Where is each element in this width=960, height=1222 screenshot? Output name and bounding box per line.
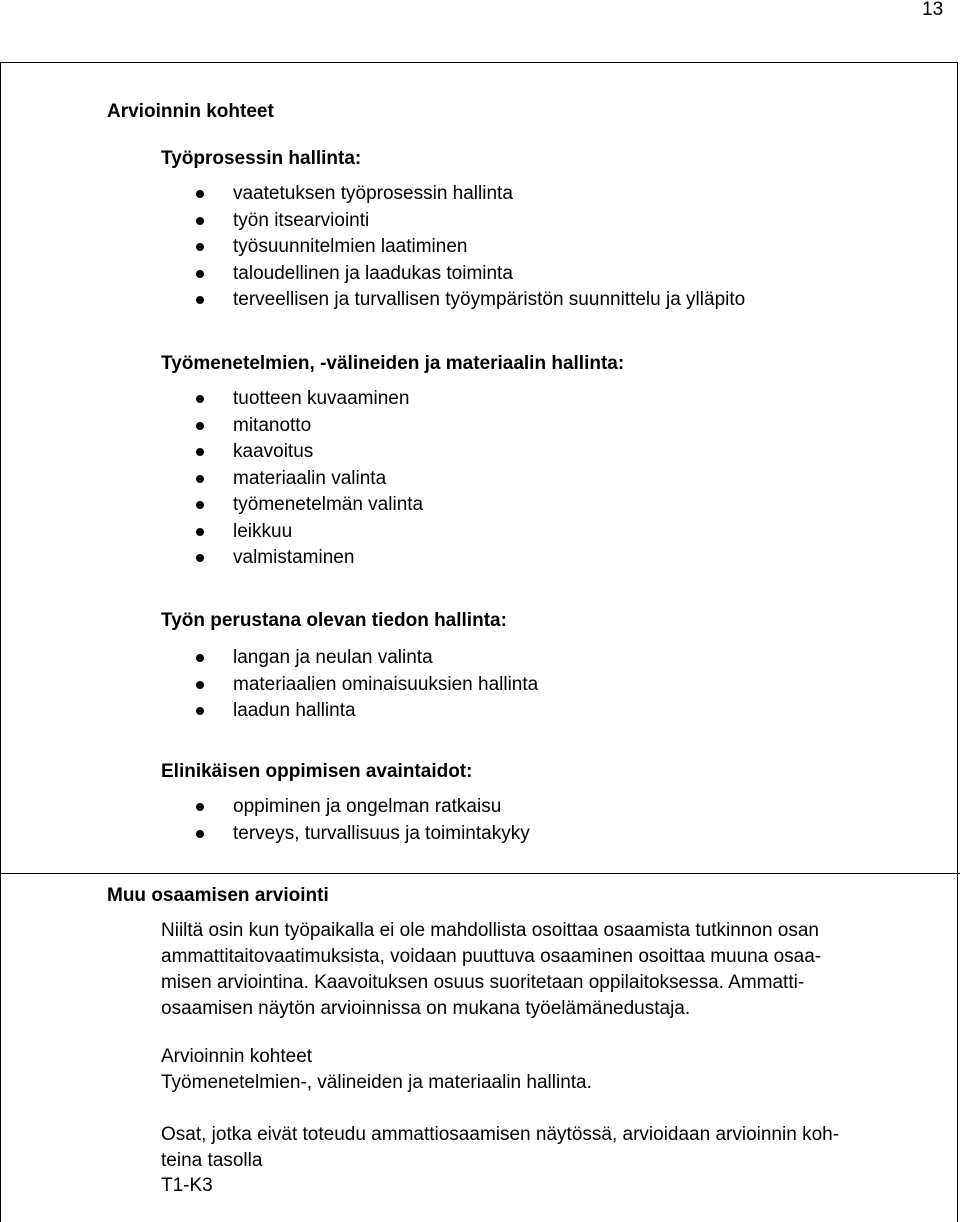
- bullet-icon: [196, 190, 204, 198]
- list-item: [195, 181, 745, 208]
- other-subtext: Työmenetelmien-, välineiden ja materiaalin hallinta.: [161, 1072, 592, 1093]
- list-item-text: vaatetuksen työprosessin hallinta: [233, 183, 513, 204]
- list-item-text: terveellisen ja turvallisen työympäristön suunnittelu ja ylläpito: [233, 289, 746, 310]
- list-item-text: oppiminen ja ongelman ratkaisu: [233, 796, 502, 817]
- bullet-list-knowledge: [195, 645, 538, 725]
- list-item: [195, 208, 745, 235]
- other-subheading: Arvioinnin kohteet: [161, 1046, 313, 1067]
- bullet-list-methods: [195, 386, 423, 572]
- bullet-icon: [196, 681, 204, 689]
- parts-line-1: Osat, jotka eivät toteudu ammattiosaamisen näytössä, arvioidaan arvioinnin koh-: [161, 1124, 840, 1145]
- list-item-text: taloudellinen ja laadukas toiminta: [233, 262, 513, 284]
- bullet-icon: [196, 395, 204, 403]
- other-assessment-title: Muu osaamisen arviointi: [107, 885, 329, 906]
- bullet-icon: [196, 528, 204, 536]
- list-item: [195, 386, 423, 413]
- list-item: [195, 545, 423, 572]
- list-item-text: työsuunnitelmien laatiminen: [233, 236, 468, 257]
- bullet-icon: [196, 830, 204, 838]
- list-item-text: materiaalin valinta: [233, 467, 387, 489]
- list-item-text: laadun hallinta: [233, 700, 356, 721]
- parts-line-2: teina tasolla: [161, 1150, 263, 1171]
- other-assessment-line-3: misen arviointina. Kaavoituksen osuus suoritetaan oppilaitoksessa. Ammatti-: [161, 972, 805, 993]
- section-heading-methods: Työmenetelmien, -välineiden ja materiaalin hallinta:: [161, 353, 625, 374]
- other-assessment-line-1: Niiltä osin kun työpaikalla ei ole mahdollista osoittaa osaamista tutkinnon osan: [161, 920, 819, 941]
- bullet-icon: [196, 243, 204, 251]
- list-item: [195, 466, 423, 493]
- bullet-icon: [196, 803, 204, 811]
- bullet-icon: [196, 654, 204, 662]
- bullet-icon: [196, 270, 204, 278]
- bullet-icon: [196, 422, 204, 430]
- bullet-icon: [196, 217, 204, 225]
- list-item: [195, 519, 423, 546]
- list-item: [195, 261, 745, 288]
- bullet-icon: [196, 296, 204, 304]
- list-item-text: työn itsearviointi: [233, 209, 370, 231]
- other-assessment-line-2: ammattitaitovaatimuksista, voidaan puuttuva osaaminen osoittaa muuna osaa-: [161, 946, 822, 967]
- list-item: [195, 492, 423, 519]
- list-item: [195, 439, 423, 466]
- bullet-list-lifelong-learning: [195, 794, 530, 847]
- list-item: [195, 698, 538, 725]
- bullet-icon: [196, 475, 204, 483]
- other-assessment-line-4: osaamisen näytön arvioinnissa on mukana työelämänedustaja.: [161, 998, 691, 1019]
- list-item: [195, 413, 423, 440]
- section-divider: [0, 873, 960, 874]
- page-number: 13: [922, 0, 944, 20]
- level-code: T1-K3: [161, 1175, 213, 1196]
- list-item-text: langan ja neulan valinta: [233, 647, 433, 668]
- bullet-icon: [196, 501, 204, 509]
- list-item-text: valmistaminen: [233, 547, 355, 568]
- list-item-text: mitanotto: [233, 414, 312, 436]
- bullet-icon: [196, 554, 204, 562]
- bullet-icon: [196, 707, 204, 715]
- assessment-title: Arvioinnin kohteet: [107, 101, 274, 122]
- list-item: [195, 645, 538, 672]
- list-item-text: tuotteen kuvaaminen: [233, 388, 410, 409]
- list-item-text: kaavoitus: [233, 441, 314, 462]
- section-heading-work-process: Työprosessin hallinta:: [161, 148, 362, 169]
- list-item: [195, 794, 530, 821]
- bullet-list-work-process: [195, 181, 745, 314]
- list-item: [195, 821, 530, 848]
- list-item-text: leikkuu: [233, 520, 293, 542]
- list-item: [195, 672, 538, 699]
- list-item: [195, 234, 745, 261]
- list-item-text: terveys, turvallisuus ja toimintakyky: [233, 822, 530, 844]
- bullet-icon: [196, 448, 204, 456]
- list-item-text: työmenetelmän valinta: [233, 494, 424, 515]
- section-heading-knowledge: Työn perustana olevan tiedon hallinta:: [161, 610, 507, 631]
- list-item: [195, 287, 745, 314]
- section-heading-lifelong-learning: Elinikäisen oppimisen avaintaidot:: [161, 761, 473, 782]
- list-item-text: materiaalien ominaisuuksien hallinta: [233, 673, 539, 695]
